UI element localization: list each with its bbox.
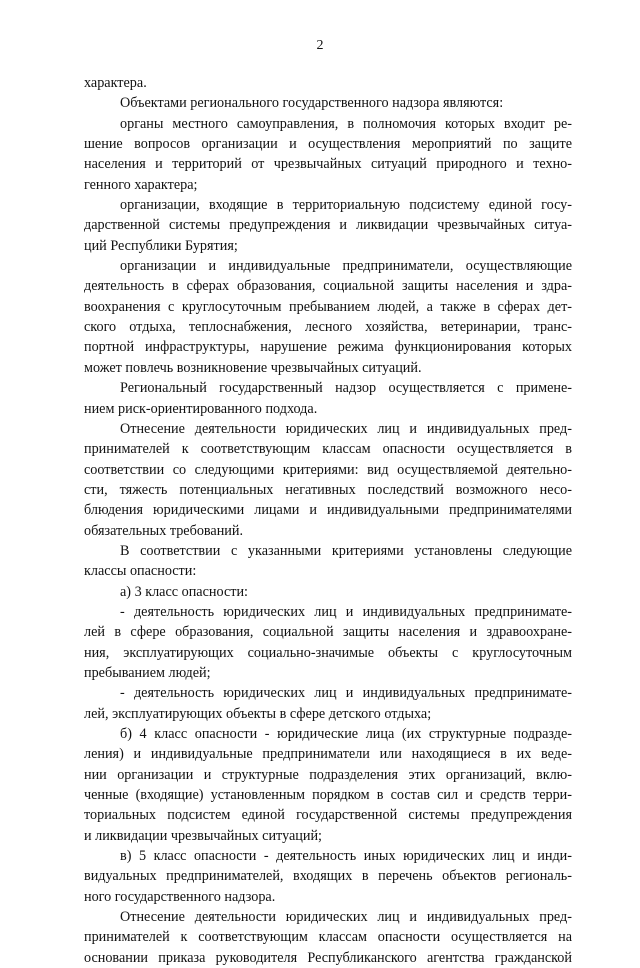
text-line: видуальных предпринимателей, входящих в перечень объектов региональ-: [84, 868, 572, 885]
text-line: пребыванием людей;: [84, 664, 211, 681]
text-line: - деятельность юридических лиц и индивидуальных предпринимате-: [120, 685, 572, 702]
text-line: обязательных требований.: [84, 522, 244, 539]
text-line: классы опасности:: [84, 563, 197, 580]
text-line: воохранения с круглосуточным пребыванием людей, а также в сферах дет-: [84, 298, 572, 315]
text-line: и ликвидации чрезвычайных ситуаций;: [84, 827, 322, 844]
text-line: портной инфраструктуры, нарушение режима функционирования которых: [84, 339, 572, 356]
text-line: нии организации и структурные подразделения этих организаций, вклю-: [84, 766, 572, 783]
text-line: - деятельность юридических лиц и индивидуальных предпринимате-: [120, 603, 572, 620]
body-text: [84, 73, 572, 968]
text-line: б) 4 класс опасности - юридические лица (их структурные подразде-: [120, 726, 572, 742]
text-line: Объектами регионального государственного надзора являются:: [120, 95, 504, 112]
page-number: 2: [316, 38, 324, 53]
text-line: Отнесение деятельности юридических лиц и индивидуальных пред-: [120, 420, 572, 437]
text-line: основании приказа руководителя Республиканского агентства гражданской: [84, 949, 572, 966]
text-line: дарственной системы предупреждения и ликвидации чрезвычайных ситуа-: [84, 217, 572, 234]
text-line: в) 5 класс опасности - деятельность иных юридических лиц и инди-: [120, 848, 572, 865]
text-line: ториальных подсистем единой государственной системы предупреждения: [84, 807, 572, 824]
text-line: ного государственного надзора.: [84, 888, 276, 905]
text-line: блюдения юридическими лицами и индивидуальными предпринимателями: [84, 502, 572, 519]
text-line: ния, эксплуатирующих социально-значимые объекты с круглосуточным: [84, 644, 572, 661]
text-line: ций Республики Бурятия;: [84, 237, 238, 254]
text-line: может повлечь возникновение чрезвычайных ситуаций.: [84, 359, 422, 376]
text-line: ченные (входящие) установленным порядком в состав сил и средств терри-: [84, 787, 572, 804]
text-line: характера.: [84, 75, 147, 91]
text-line: лей в сфере образования, социальной защиты населения и здравоохране-: [84, 624, 572, 641]
text-line: лей, эксплуатирующих объекты в сфере детского отдыха;: [84, 705, 432, 722]
text-line: организации, входящие в территориальную подсистему единой госу-: [120, 197, 572, 214]
text-line: В соответствии с указанными критериями установлены следующие: [120, 542, 572, 559]
text-line: организации и индивидуальные предприниматели, осуществляющие: [120, 258, 572, 275]
text-line: деятельность в сферах образования, социальной защиты населения и здра-: [84, 278, 572, 295]
text-line: органы местного самоуправления, в полномочия которых входит ре-: [120, 115, 572, 132]
text-line: сти, тяжесть потенциальных негативных последствий возможного несо-: [84, 481, 572, 498]
text-line: Отнесение деятельности юридических лиц и индивидуальных пред-: [120, 909, 572, 926]
text-line: генного характера;: [84, 176, 198, 193]
text-line: а) 3 класс опасности:: [120, 583, 248, 600]
text-line: нием риск-ориентированного подхода.: [84, 400, 318, 417]
text-line: ления) и индивидуальные предприниматели или находящиеся в их веде-: [84, 746, 572, 763]
text-line: принимателей к соответствующим классам опасности осуществляется на: [84, 929, 572, 946]
text-line: Региональный государственный надзор осуществляется с примене-: [120, 380, 572, 397]
text-line: соответствии со следующими критериями: вид осуществляемой деятельно-: [84, 461, 572, 478]
text-line: шение вопросов организации и осуществления мероприятий по защите: [84, 136, 572, 153]
text-line: принимателей к соответствующим классам опасности осуществляется в: [84, 441, 572, 458]
text-line: ского отдыха, теплоснабжения, лесного хозяйства, ветеринарии, транс-: [84, 319, 572, 336]
text-line: населения и территорий от чрезвычайных ситуаций природного и техно-: [84, 156, 572, 173]
